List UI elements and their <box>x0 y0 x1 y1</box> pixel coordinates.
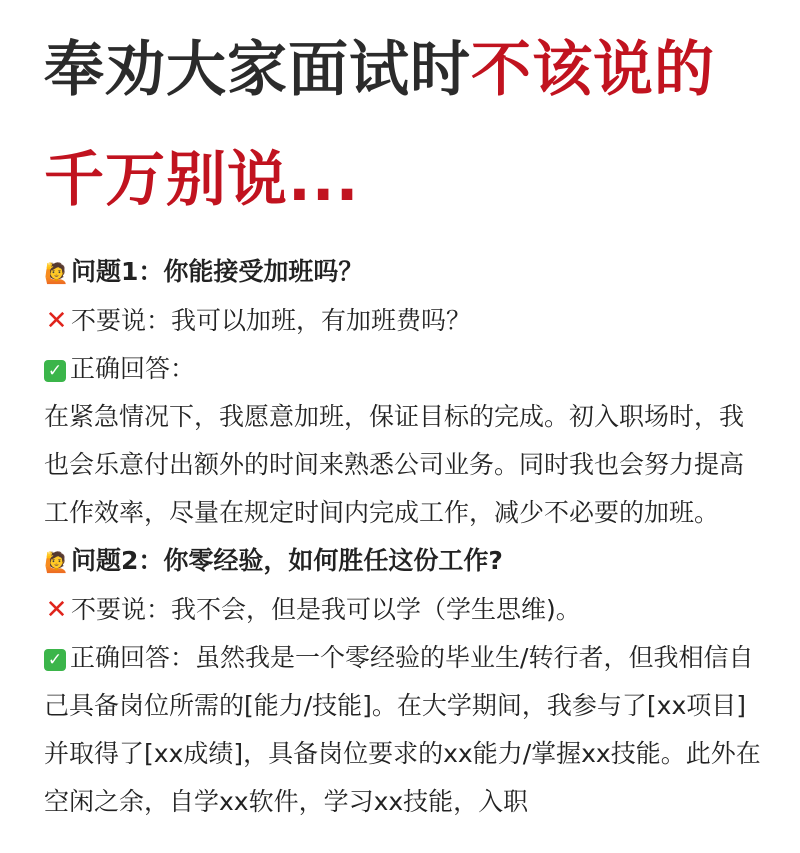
answer-2-text: 虽然我是一个零经验的毕业生/转行者，但我相信自己具备岗位所需的[能力/技能]。在大学期间，我参与了[xx项目]并取得了[xx成绩]，具备岗位要求的xx能力/掌握xx技能。此外在空闲之余，自学xx软件，学习xx技能，入职 <box>44 643 761 816</box>
check-mark-icon: ✓ <box>44 649 66 671</box>
correct-label-1 <box>44 345 764 393</box>
correct-label-1-text: 正确回答： <box>70 354 196 383</box>
dont-say-1-text: 不要说：我可以加班，有加班费吗？ <box>71 306 472 335</box>
question-2 <box>44 537 764 586</box>
dont-say-2 <box>44 586 764 634</box>
title-line-2: 千万别说... <box>44 145 360 215</box>
raising-hand-icon: 🙋 <box>44 261 69 285</box>
question-2-text: 问题2：你零经验，如何胜任这份工作? <box>71 546 503 575</box>
question-1-text: 问题1：你能接受加班吗？ <box>71 257 364 286</box>
question-1 <box>44 248 764 297</box>
article-body <box>44 248 764 826</box>
title-dark-part: 奉劝大家面试时 <box>44 35 471 105</box>
dont-say-2-text: 不要说：我不会，但是我可以学（学生思维)。 <box>71 595 581 624</box>
dont-say-1 <box>44 297 764 345</box>
answer-2-block <box>44 634 764 826</box>
cross-mark-icon: ✕ <box>45 306 68 336</box>
check-mark-icon: ✓ <box>44 360 66 382</box>
cross-mark-icon: ✕ <box>45 595 68 625</box>
correct-label-2-text: 正确回答： <box>70 643 196 672</box>
title-red-part: 不该说的 <box>471 35 715 105</box>
raising-hand-icon: 🙋 <box>44 550 69 574</box>
answer-1: 在紧急情况下，我愿意加班，保证目标的完成。初入职场时，我也会乐意付出额外的时间来熟悉公司业务。同时我也会努力提高工作效率，尽量在规定时间内完成工作，减少不必要的加班。 <box>44 402 745 527</box>
title-line-1 <box>44 35 715 105</box>
